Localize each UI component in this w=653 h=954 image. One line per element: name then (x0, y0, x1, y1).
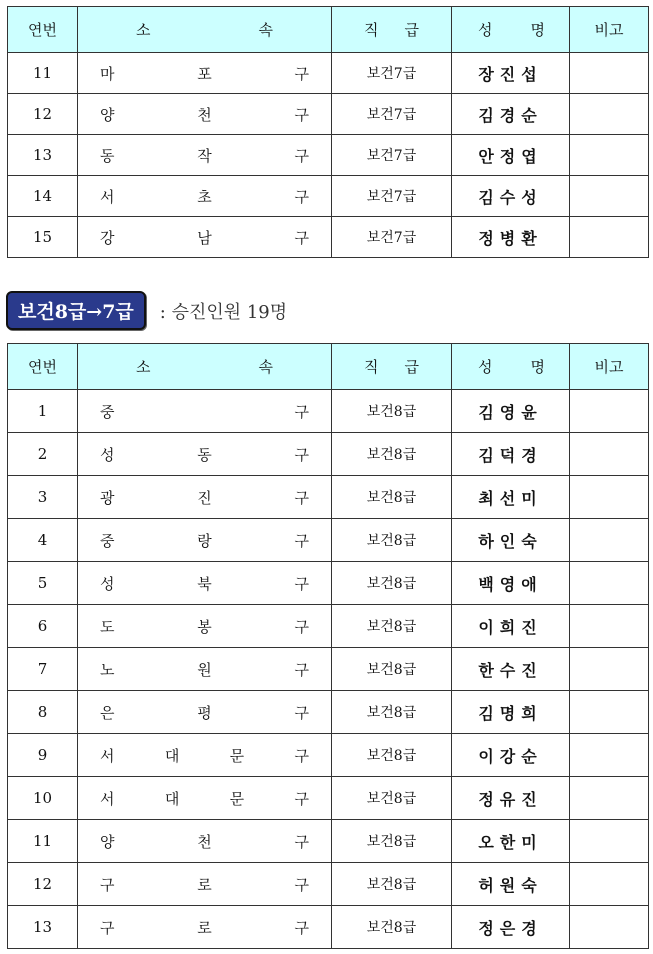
department-char: 도 (100, 617, 115, 636)
row-name: 장진섭 (452, 53, 570, 94)
department-char: 구 (294, 875, 309, 894)
table-row (8, 820, 649, 863)
table-row (8, 53, 649, 94)
row-number: 5 (8, 562, 78, 605)
department-char: 평 (197, 703, 212, 722)
department-char: 원 (197, 660, 212, 679)
row-rank: 보건8급 (332, 476, 452, 519)
department-char: 구 (294, 187, 309, 206)
row-rank: 보건8급 (332, 820, 452, 863)
row-department (78, 562, 332, 605)
row-rank: 보건8급 (332, 691, 452, 734)
department-char: 구 (294, 703, 309, 722)
row-name: 이희진 (452, 605, 570, 648)
row-number: 11 (8, 820, 78, 863)
row-note (570, 176, 649, 217)
row-number: 11 (8, 53, 78, 94)
row-number: 2 (8, 433, 78, 476)
row-name: 최선미 (452, 476, 570, 519)
row-name: 김영윤 (452, 390, 570, 433)
department-char: 구 (294, 617, 309, 636)
department-char: 진 (197, 488, 212, 507)
department-char: 천 (197, 105, 212, 124)
department-char: 구 (294, 488, 309, 507)
department-char: 초 (197, 187, 212, 206)
row-rank: 보건7급 (332, 53, 452, 94)
department-char: 구 (294, 531, 309, 550)
department-char: 구 (294, 832, 309, 851)
department-char: 구 (294, 445, 309, 464)
row-rank: 보건8급 (332, 562, 452, 605)
header-no: 연번 (8, 344, 78, 390)
row-rank: 보건8급 (332, 519, 452, 562)
header-name-a: 성 (478, 358, 493, 376)
department-char: 양 (100, 832, 115, 851)
row-department (78, 390, 332, 433)
department-char: 북 (197, 574, 212, 593)
row-note (570, 94, 649, 135)
department-char: 중 (100, 531, 115, 550)
row-note (570, 519, 649, 562)
row-note (570, 476, 649, 519)
department-char: 문 (229, 789, 245, 808)
row-note (570, 390, 649, 433)
header-dept-a: 소 (136, 358, 151, 376)
row-note (570, 863, 649, 906)
table-row (8, 734, 649, 777)
row-number: 10 (8, 777, 78, 820)
row-name: 안정엽 (452, 135, 570, 176)
department-char: 중 (100, 402, 115, 421)
row-department (78, 734, 332, 777)
department-char: 마 (100, 64, 115, 83)
row-number: 7 (8, 648, 78, 691)
section-heading (6, 291, 287, 330)
row-name: 김덕경 (452, 433, 570, 476)
row-department (78, 217, 332, 258)
department-char: 구 (294, 789, 309, 808)
department-char: 은 (100, 703, 115, 722)
department-char: 구 (294, 105, 309, 124)
department-char: 구 (294, 64, 309, 83)
row-number: 1 (8, 390, 78, 433)
row-rank: 보건8급 (332, 433, 452, 476)
row-note (570, 217, 649, 258)
department-char: 구 (100, 875, 115, 894)
row-department (78, 691, 332, 734)
row-name: 한수진 (452, 648, 570, 691)
header-dept-b: 속 (258, 21, 273, 39)
row-rank: 보건7급 (332, 176, 452, 217)
department-char: 구 (100, 918, 115, 937)
row-number: 3 (8, 476, 78, 519)
row-department (78, 94, 332, 135)
department-char: 강 (100, 228, 115, 247)
header-dept-b: 속 (258, 358, 273, 376)
row-department (78, 519, 332, 562)
department-char: 포 (197, 64, 212, 83)
header-rank-a: 직 (364, 21, 379, 39)
row-department (78, 863, 332, 906)
row-name: 김명희 (452, 691, 570, 734)
department-char: 로 (197, 875, 212, 894)
department-char: 대 (164, 746, 180, 765)
row-name: 이강순 (452, 734, 570, 777)
department-char: 문 (229, 746, 245, 765)
header-name-b: 명 (530, 21, 545, 39)
table-row (8, 217, 649, 258)
row-number: 13 (8, 906, 78, 949)
row-number: 12 (8, 863, 78, 906)
department-char: 랑 (197, 531, 212, 550)
header-name-b: 명 (530, 358, 545, 376)
row-note (570, 906, 649, 949)
table-row (8, 390, 649, 433)
department-char: 성 (100, 574, 115, 593)
row-department (78, 53, 332, 94)
row-department (78, 176, 332, 217)
department-char: 구 (294, 746, 309, 765)
row-department (78, 820, 332, 863)
section-count: : 승진인원 19명 (159, 301, 288, 323)
row-name: 정유진 (452, 777, 570, 820)
row-number: 13 (8, 135, 78, 176)
row-number: 14 (8, 176, 78, 217)
row-rank: 보건8급 (332, 863, 452, 906)
row-note (570, 777, 649, 820)
department-char: 서 (100, 789, 115, 808)
row-name: 하인숙 (452, 519, 570, 562)
row-number: 6 (8, 605, 78, 648)
section-badge: 보건8급→7급 (6, 291, 146, 330)
row-number: 15 (8, 217, 78, 258)
table-row (8, 691, 649, 734)
department-char: 구 (294, 918, 309, 937)
department-char: 남 (197, 228, 212, 247)
row-department (78, 135, 332, 176)
row-note (570, 53, 649, 94)
row-note (570, 734, 649, 777)
header-note: 비고 (570, 7, 649, 53)
department-char: 작 (197, 146, 212, 165)
header-name-a: 성 (478, 21, 493, 39)
header-row (8, 7, 649, 53)
table-row (8, 562, 649, 605)
header-rank-b: 급 (404, 21, 419, 39)
row-note (570, 648, 649, 691)
row-rank: 보건8급 (332, 605, 452, 648)
department-char: 동 (100, 146, 115, 165)
row-name: 정병환 (452, 217, 570, 258)
promotion-table-8 (7, 343, 649, 949)
table-row (8, 135, 649, 176)
row-rank: 보건8급 (332, 906, 452, 949)
table-row (8, 906, 649, 949)
row-name: 백영애 (452, 562, 570, 605)
row-number: 8 (8, 691, 78, 734)
row-note (570, 691, 649, 734)
row-number: 4 (8, 519, 78, 562)
header-dept-a: 소 (136, 21, 151, 39)
department-char: 대 (164, 789, 180, 808)
row-department (78, 777, 332, 820)
table-row (8, 605, 649, 648)
row-department (78, 433, 332, 476)
row-rank: 보건8급 (332, 648, 452, 691)
table-row (8, 176, 649, 217)
header-dept (78, 7, 332, 53)
department-char: 봉 (197, 617, 212, 636)
header-note: 비고 (570, 344, 649, 390)
row-name: 허원숙 (452, 863, 570, 906)
table-row (8, 777, 649, 820)
row-department (78, 605, 332, 648)
table-row (8, 476, 649, 519)
header-no: 연번 (8, 7, 78, 53)
header-dept (78, 344, 332, 390)
table-row (8, 433, 649, 476)
header-name (452, 7, 570, 53)
header-rank-a: 직 (364, 358, 379, 376)
row-number: 9 (8, 734, 78, 777)
row-note (570, 562, 649, 605)
row-note (570, 433, 649, 476)
header-name (452, 344, 570, 390)
row-rank: 보건8급 (332, 734, 452, 777)
department-char: 구 (294, 574, 309, 593)
header-row (8, 344, 649, 390)
table-row (8, 94, 649, 135)
department-char: 서 (100, 746, 115, 765)
header-rank (332, 344, 452, 390)
row-name: 김수성 (452, 176, 570, 217)
department-char: 성 (100, 445, 115, 464)
row-rank: 보건8급 (332, 777, 452, 820)
department-char: 구 (294, 146, 309, 165)
row-department (78, 906, 332, 949)
table-row (8, 863, 649, 906)
department-char: 동 (197, 445, 212, 464)
department-char: 노 (100, 660, 115, 679)
department-char: 양 (100, 105, 115, 124)
row-rank: 보건8급 (332, 390, 452, 433)
department-char: 로 (197, 918, 212, 937)
department-char: 구 (294, 228, 309, 247)
row-rank: 보건7급 (332, 94, 452, 135)
header-rank-b: 급 (404, 358, 419, 376)
department-char: 천 (197, 832, 212, 851)
row-number: 12 (8, 94, 78, 135)
row-name: 김경순 (452, 94, 570, 135)
table-row (8, 519, 649, 562)
promotion-table-7 (7, 6, 649, 258)
row-note (570, 605, 649, 648)
row-rank: 보건7급 (332, 217, 452, 258)
department-char: 구 (294, 660, 309, 679)
row-name: 오한미 (452, 820, 570, 863)
row-rank: 보건7급 (332, 135, 452, 176)
row-name: 정은경 (452, 906, 570, 949)
row-department (78, 648, 332, 691)
row-note (570, 820, 649, 863)
header-rank (332, 7, 452, 53)
department-char: 광 (100, 488, 115, 507)
row-department (78, 476, 332, 519)
department-char: 구 (294, 402, 309, 421)
table-row (8, 648, 649, 691)
department-char: 서 (100, 187, 115, 206)
row-note (570, 135, 649, 176)
